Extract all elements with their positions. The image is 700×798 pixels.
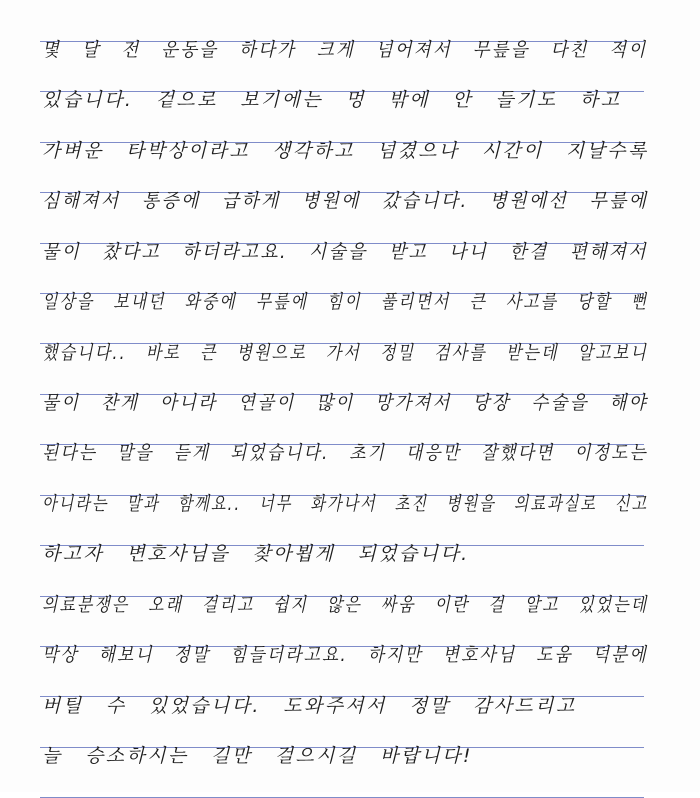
- letter-line: 의료분쟁은 오래 걸리고 쉽지 않은 싸움 이란 걸 알고 있었는데: [42, 594, 649, 616]
- letter-line: 막상 해보니 정말 힘들더라고요. 하지만 변호사님 도움 덕분에: [42, 644, 648, 666]
- letter-line: 늘 승소하시는 길만 걸으시길 바랍니다!: [42, 745, 473, 767]
- letter-line: 일상을 보내던 와중에 무릎에 힘이 풀리면서 큰 사고를 당할 뻔: [42, 291, 649, 313]
- letter-line: 아니라는 말과 함께요.. 너무 화가나서 초진 병원을 의료과실로 신고: [42, 493, 649, 515]
- letter-line: 가벼운 타박상이라고 생각하고 넘겼으나 시간이 지날수록: [42, 140, 649, 162]
- letter-line: 했습니다.. 바로 큰 병원으로 가서 정밀 검사를 받는데 알고보니: [42, 342, 648, 364]
- letter-line: 버틸 수 있었습니다. 도와주셔서 정말 감사드리고: [42, 695, 577, 717]
- letter-line: 물이 찬게 아니라 연골이 많이 망가져서 당장 수술을 해야: [42, 392, 648, 414]
- letter-line: 물이 찼다고 하더라고요. 시술을 받고 나니 한결 편해져서: [42, 241, 648, 263]
- letter-line: 된다는 말을 듣게 되었습니다. 초기 대응만 잘했다면 이정도는: [42, 442, 648, 464]
- letter-line: 있습니다. 겉으로 보기에는 멍 밖에 안 들기도 하고: [42, 89, 622, 111]
- letter-line: 심해져서 통증에 급하게 병원에 갔습니다. 병원에선 무릎에: [42, 190, 649, 212]
- letter-line: 몇 달 전 운동을 하다가 크게 넘어져서 무릎을 다친 적이: [42, 39, 648, 61]
- letter-line: 하고자 변호사님을 찾아뵙게 되었습니다.: [42, 543, 470, 565]
